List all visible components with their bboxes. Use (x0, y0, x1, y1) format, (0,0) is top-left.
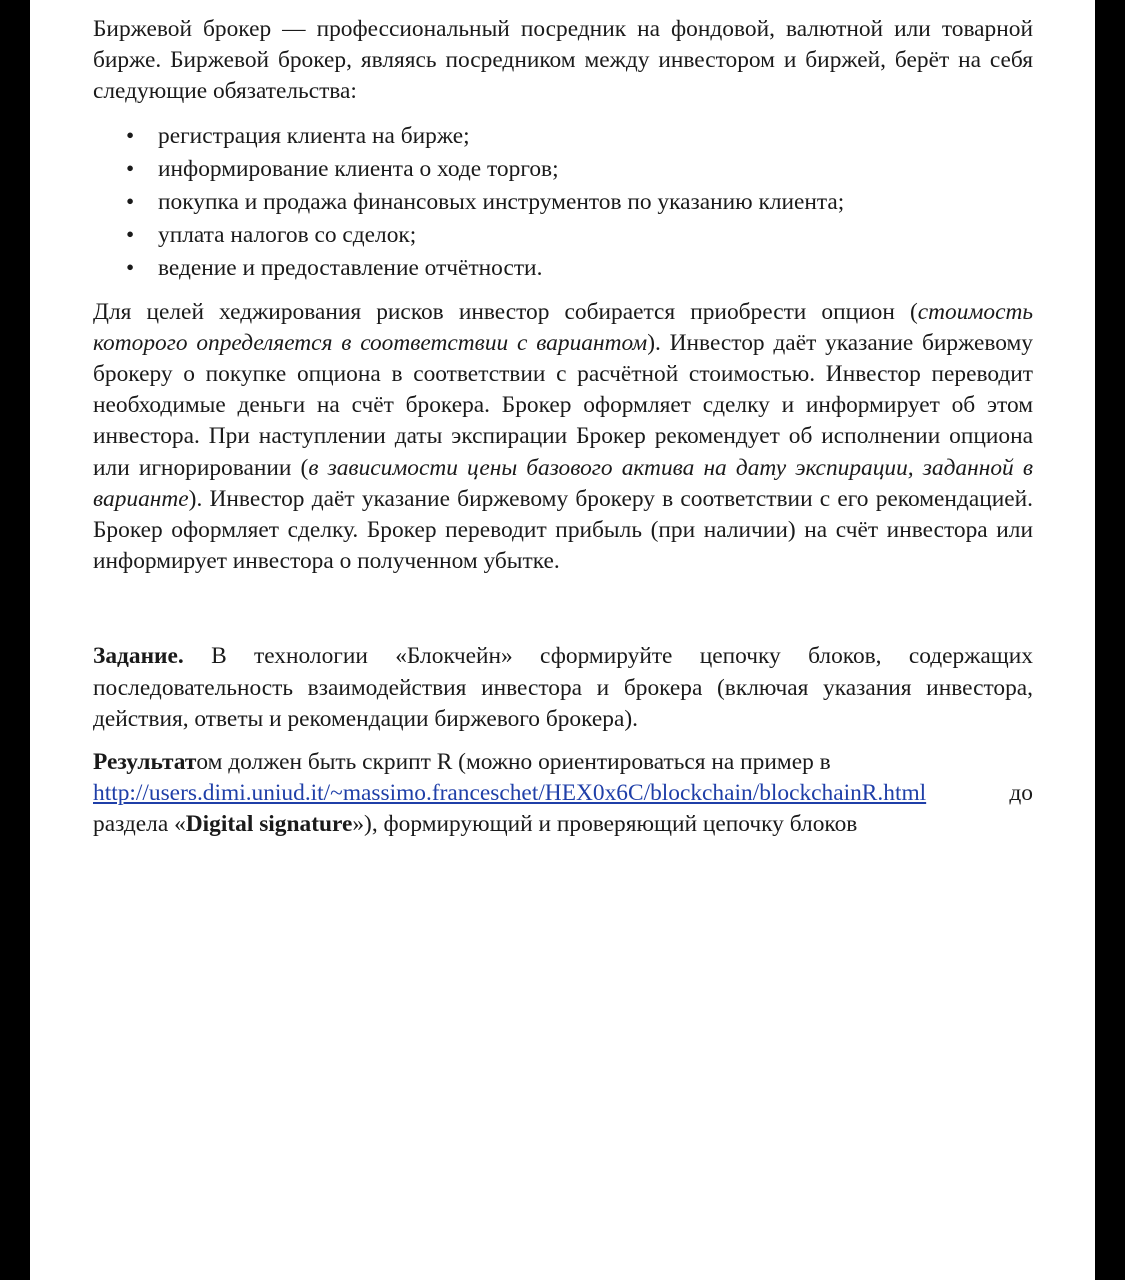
bullet-icon: • (126, 155, 135, 182)
option-cost-note: стоимость которого определяется в соответствии с вариантом (93, 298, 1033, 356)
result-paragraph: Результатом должен быть скрипт R (можно ориентироваться на пример в (93, 749, 831, 776)
task-paragraph: Задание. В технологии «Блокчейн» сформируйте цепочку блоков, содержащих последовательность взаимодействия инвестора и брокера (включая указания инвестора, действия, ответы и рекомендации биржевого брокера). (93, 643, 1033, 732)
bullet-icon: • (126, 122, 135, 149)
bullet-icon: • (126, 188, 135, 215)
example-link[interactable]: http://users.dimi.uniud.it/~massimo.franceschet/HEX0x6C/blockchain/blockchainR.html (93, 780, 927, 807)
list-item: • уплата налогов со сделок; (93, 219, 1033, 252)
list-item: • информирование клиента о ходе торгов; (93, 153, 1033, 186)
list-item: • ведение и предоставление отчётности. (93, 252, 1033, 285)
process-paragraph: Для целей хеджирования рисков инвестор собирается приобрести опцион (стоимость которого определяется в соответствии с вариантом). Инвестор даёт указание биржевому брокеру о покупке опциона в соответствии с расчётной стоимостью. Инвестор переводит необходимые деньги на счёт брокера. Брокер оформляет сделку и информирует об этом инвестора. При наступлении даты экспирации Брокер рекомендует об исполнении опциона или игнорировании (в зависимости цены базового актива на дату экспирации, заданной в варианте). Инвестор даёт указание биржевому брокеру в соответствии с его рекомендацией. Брокер оформляет сделку. Брокер переводит прибыль (при наличии) на счёт инвестора или информирует инвестора о полученном убытке. (93, 298, 1033, 575)
duties-list (93, 120, 1033, 285)
document-body (93, 14, 1033, 841)
result-label: Результат (93, 749, 197, 776)
url-line: http://users.dimi.uniud.it/~massimo.franceschet/HEX0x6C/blockchain/blockchainR.html до (93, 778, 1033, 809)
spacer (93, 577, 1033, 641)
expiration-note: в зависимости цены базового актива на дату экспирации, заданной в варианте (93, 454, 1033, 512)
list-item: • регистрация клиента на бирже; (93, 120, 1033, 153)
intro-paragraph: Биржевой брокер — профессиональный посредник на фондовой, валютной или товарной бирже. Биржевой брокер, являясь посредником между инвестором и биржей, берёт на себя следующие обязательства: (93, 16, 1033, 105)
result-continuation: раздела «Digital signature»), формирующий и проверяющий цепочку блоков (93, 811, 858, 838)
bullet-icon: • (126, 254, 135, 281)
digital-signature-label: Digital signature (185, 811, 353, 838)
task-label: Задание. (93, 643, 184, 670)
document-page (30, 0, 1095, 1280)
list-item: • покупка и продажа финансовых инструментов по указанию клиента; (93, 186, 1033, 219)
bullet-icon: • (126, 221, 135, 248)
